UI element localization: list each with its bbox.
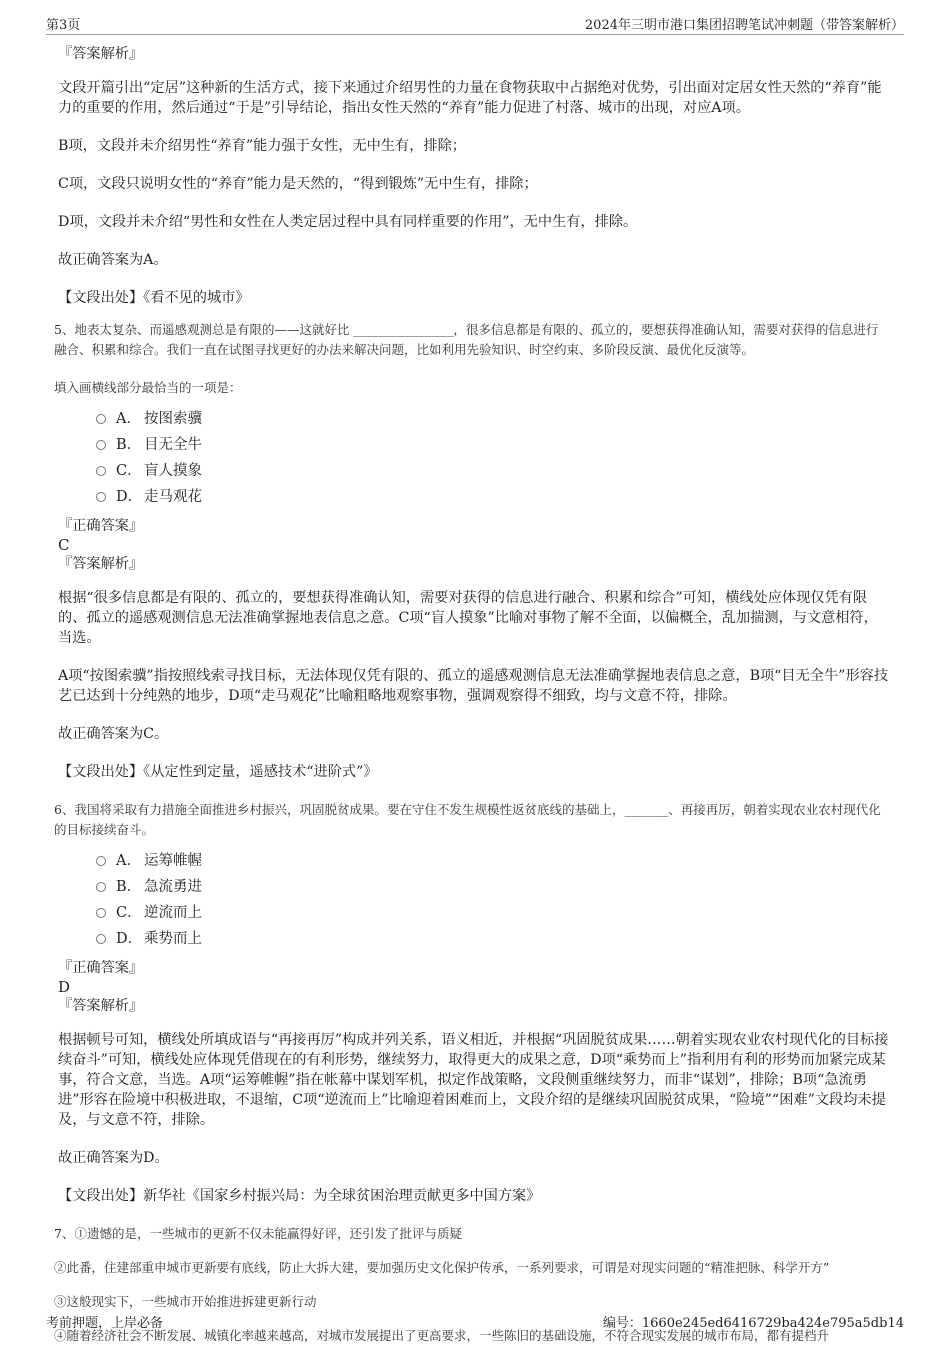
question-sentence: 7、①遗憾的是，一些城市的更新不仅未能赢得好评，还引发了批评与质疑 xyxy=(54,1226,462,1241)
analysis-label: 『答案解析』 xyxy=(58,998,144,1014)
question-stem: 6、我国将采取有力措施全面推进乡村振兴，巩固脱贫成果。要在守住不发生规模性返贫底线的基础上，_______、再接再厉，朝着实现农业农村现代化的目标接续奋斗。 xyxy=(54,802,881,837)
correct-answer: C xyxy=(58,536,70,554)
option-c[interactable]: C． 盲人摸象 xyxy=(96,458,890,484)
analysis-label: 『答案解析』 xyxy=(58,556,144,572)
radio-icon[interactable] xyxy=(96,466,106,476)
radio-icon[interactable] xyxy=(96,440,106,450)
question-sentence: ③这般现实下，一些城市开始推进拆建更新行动 xyxy=(54,1294,317,1309)
radio-icon[interactable] xyxy=(96,492,106,502)
option-b[interactable]: B． 目无全牛 xyxy=(96,432,890,458)
radio-icon[interactable] xyxy=(96,882,106,892)
option-c[interactable]: C． 逆流而上 xyxy=(96,900,890,926)
option-a[interactable]: A． 按图索骥 xyxy=(96,406,890,432)
conclusion: 故正确答案为A。 xyxy=(58,252,168,268)
radio-icon[interactable] xyxy=(96,934,106,944)
footer-slogan: 考前押题，上岸必备 xyxy=(46,1316,164,1331)
correct-answer-label: 『正确答案』 xyxy=(58,518,144,534)
option-d[interactable]: D． 乘势而上 xyxy=(96,926,890,952)
page-number: 第3页 xyxy=(46,18,81,33)
question-stem: 5、地表太复杂、而遥感观测总是有限的——这就好比 ________________，很多信息都是有限的、孤立的，要想获得准确认知，需要对获得的信息进行融合、积累和综合。我们一直在试图寻找更好的办法来解决问题，比如利用先验知识、时空约束、多阶段反演、最优化反演等。 xyxy=(54,322,879,357)
radio-icon[interactable] xyxy=(96,414,106,424)
source-note: 【文段出处】《看不见的城市》 xyxy=(58,290,250,306)
option-a[interactable]: A． 运筹帷幄 xyxy=(96,848,890,874)
document-title: 2024年三明市港口集团招聘笔试冲刺题（带答案解析） xyxy=(584,18,904,33)
question-prompt: 填入画横线部分最恰当的一项是： xyxy=(54,380,242,395)
document-id: 编号：1660e245ed6416729ba424e795a5db14 xyxy=(602,1316,904,1331)
analysis-paragraph: D项，文段并未介绍“男性和女性在人类定居过程中具有同样重要的作用”，无中生有，排除。 xyxy=(58,214,638,230)
analysis-paragraph: 文段开篇引出“定居”这种新的生活方式，接下来通过介绍男性的力量在食物获取中占据绝对优势，引出面对定居女性天然的“养育”能力的重要的作用，然后通过“于是”引导结论，指出女性天然的“养育”能力促进了村落、城市的出现，对应A项。 xyxy=(58,80,882,116)
analysis-paragraph: 根据顿号可知，横线处所填成语与“再接再厉”构成并列关系，语义相近，并根据“巩固脱贫成果……朝着实现农业农村现代化的目标接续奋斗”可知，横线处应体现凭借现在的有利形势，继续努力，取得更大的成果之意，D项“乘势而上”指利用有利的形势而加紧完成某事，符合文意，当选。A项“运筹帷幄”指在帐幕中谋划军机，拟定作战策略，文段侧重继续努力，而非“谋划”，排除；B项“急流勇进”形容在险境中积极进取，不退缩，C项“逆流而上”比喻迎着困难而上，文段介绍的是继续巩固脱贫成果，“险境”“困难”文段均未提及，与文意不符，排除。 xyxy=(58,1032,889,1128)
radio-icon[interactable] xyxy=(96,908,106,918)
radio-icon[interactable] xyxy=(96,856,106,866)
option-d[interactable]: D． 走马观花 xyxy=(96,484,890,510)
conclusion: 故正确答案为D。 xyxy=(58,1150,169,1166)
document-body xyxy=(54,44,890,1346)
page-header xyxy=(46,12,904,35)
conclusion: 故正确答案为C。 xyxy=(58,726,169,742)
option-b[interactable]: B． 急流勇进 xyxy=(96,874,890,900)
question-sentence: ④随着经济社会不断发展、城镇化率越来越高，对城市发展提出了更高要求，一些陈旧的基础设施，不符合现实发展的城市布局，都有提档升 xyxy=(54,1328,830,1343)
analysis-paragraph: B项，文段并未介绍男性“养育”能力强于女性，无中生有，排除； xyxy=(58,138,466,154)
source-note: 【文段出处】《从定性到定量，遥感技术“进阶式”》 xyxy=(58,764,378,780)
correct-answer: D xyxy=(58,978,71,996)
analysis-paragraph: 根据“很多信息都是有限的、孤立的，要想获得准确认知，需要对获得的信息进行融合、积累和综合”可知，横线处应体现仅凭有限的、孤立的遥感观测信息无法准确掌握地表信息之意。C项“盲人摸象”比喻对事物了解不全面，以偏概全，乱加揣测，与文意相符，当选。 xyxy=(58,590,878,646)
analysis-label: 『答案解析』 xyxy=(58,46,144,62)
option-list xyxy=(96,848,890,952)
correct-answer-label: 『正确答案』 xyxy=(58,960,144,976)
source-note: 【文段出处】新华社《国家乡村振兴局：为全球贫困治理贡献更多中国方案》 xyxy=(58,1188,541,1204)
option-list xyxy=(96,406,890,510)
analysis-paragraph: A项“按图索骥”指按照线索寻找目标，无法体现仅凭有限的、孤立的遥感观测信息无法准确掌握地表信息之意，B项“目无全牛”形容技艺已达到十分纯熟的地步，D项“走马观花”比喻粗略地观察事物，强调观察得不细致，均与文意不符，排除。 xyxy=(58,668,889,704)
analysis-paragraph: C项，文段只说明女性的“养育”能力是天然的，“得到锻炼”无中生有，排除； xyxy=(58,176,538,192)
question-sentence: ②此番，住建部重申城市更新要有底线，防止大拆大建，要加强历史文化保护传承，一系列要求，可谓是对现实问题的“精准把脉、科学开方” xyxy=(54,1260,830,1275)
